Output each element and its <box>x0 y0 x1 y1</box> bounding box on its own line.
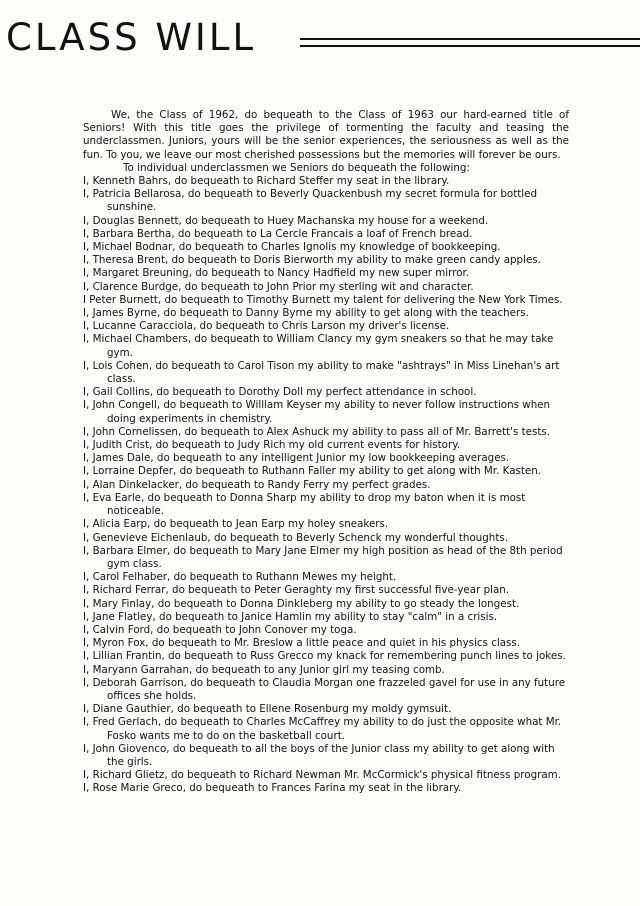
intro-section <box>83 109 569 175</box>
title-rule-top <box>300 38 640 40</box>
bequest-entry: I, Rose Marie Greco, do bequeath to Frances Farina my seat in the library. <box>83 782 462 795</box>
class-will-body <box>83 109 569 796</box>
bequest-entry: I, Richard Ferrar, do bequeath to Peter Geraghty my first successful five-year plan. <box>83 584 510 597</box>
title-rule-bottom <box>300 45 640 47</box>
bequest-entry: I, John Giovenco, do bequeath to all the boys of the Junior class my ability to get along with the girls. <box>83 742 555 768</box>
bequest-entry: I, Barbara Bertha, do bequeath to La Cercle Francais a loaf of French bread. <box>83 227 473 240</box>
bequest-entry: I, Lucanne Caracciola, do bequeath to Chris Larson my driver's license. <box>83 320 450 333</box>
bequest-entry: I, John Cornelissen, do bequeath to Alex Ashuck my ability to pass all of Mr. Barrett's tests. <box>83 425 551 438</box>
bequest-entry: I, Alicia Earp, do bequeath to Jean Earp my holey sneakers. <box>83 518 389 531</box>
bequest-entry: I, Clarence Burdge, do bequeath to John Prior my sterling wit and character. <box>83 280 474 293</box>
bequest-entry: I, Theresa Brent, do bequeath to Doris Bierworth my ability to make green candy apples. <box>83 254 541 267</box>
bequest-entry: I, Alan Dinkelacker, do bequeath to Randy Ferry my perfect grades. <box>83 478 431 491</box>
bequest-entry: I, Genevieve Eichenlaub, do bequeath to Beverly Schenck my wonderful thoughts. <box>83 531 509 544</box>
bequest-entry: I, Eva Earle, do bequeath to Donna Sharp my ability to drop my baton when it is most noticeable. <box>83 491 526 518</box>
bequest-entry: I, Michael Chambers, do bequeath to William Clancy my gym sneakers so that he may take gym. <box>83 333 554 359</box>
bequest-entry: I, Judith Crist, do bequeath to Judy Rich my old current events for history. <box>83 439 461 452</box>
bequest-entry: I, Michael Bodnar, do bequeath to Charles Ignolis my knowledge of bookkeeping. <box>83 241 501 254</box>
intro-paragraph: We, the Class of 1962, do bequeath to the Class of 1963 our hard-earned title of Seniors! With this title goes the privilege of tormenting the faculty and teasing the underclassmen. Juniors, yours will be the senior experiences, the seriousness as well as the fun. To you, we leave our most cherished possessions but the memories will forever be ours. <box>83 109 569 161</box>
bequest-entry: I, Lois Cohen, do bequeath to Carol Tison my ability to make "ashtrays" in Miss Linehan's art class. <box>83 359 560 386</box>
bequest-entry: I Peter Burnett, do bequeath to Timothy Burnett my talent for delivering the New York Times. <box>83 293 563 306</box>
page-title: CLASS WILL <box>6 16 257 59</box>
bequest-list <box>83 175 569 796</box>
bequest-entry: I, Calvin Ford, do bequeath to John Conover my toga. <box>83 623 357 636</box>
bequest-entry: I, Lorraine Depfer, do bequeath to Ruthann Faller my ability to get along with Mr. Kasten. <box>83 465 542 478</box>
bequest-entry: I, James Byrne, do bequeath to Danny Byrne my ability to get along with the teachers. <box>83 307 529 320</box>
bequest-entry: I, Patricia Bellarosa, do bequeath to Beverly Quackenbush my secret formula for bottled sunshine. <box>83 188 538 214</box>
bequest-entry: I, James Dale, do bequeath to any intelligent Junior my low bookkeeping averages. <box>83 452 510 465</box>
bequest-entry: I, Barbara Elmer, do bequeath to Mary Jane Elmer my high position as head of the 8th period gym class. <box>83 544 563 570</box>
bequest-entry: I, Kenneth Bahrs, do bequeath to Richard Steffer my seat in the library. <box>83 175 450 188</box>
bequest-entry: I, Lillian Frantin, do bequeath to Russ Grecco my knack for remembering punch lines to jokes. <box>83 650 566 663</box>
bequest-entry: I, Myron Fox, do bequeath to Mr. Breslow a little peace and quiet in his physics class. <box>83 637 521 650</box>
bequest-entry: I, Deborah Garrison, do bequeath to Claudia Morgan one frazzeled gavel for use in any future offices she holds. <box>83 676 566 702</box>
bequest-entry: I, Maryann Garrahan, do bequeath to any Junior girl my teasing comb. <box>83 663 445 676</box>
intro-lead: To individual underclassmen we Seniors do bequeath the following: <box>123 161 470 174</box>
bequest-entry: I, John Congell, do bequeath to William Keyser my ability to never follow instructions when doing experiments in chemistry. <box>83 399 551 425</box>
bequest-entry: I, Gail Collins, do bequeath to Dorothy Doll my perfect attendance in school. <box>83 386 477 399</box>
bequest-entry: I, Jane Flatley, do bequeath to Janice Hamlin my ability to stay "calm" in a crisis. <box>83 610 498 623</box>
page-header <box>0 18 640 62</box>
bequest-entry: I, Mary Finlay, do bequeath to Donna Dinkleberg my ability to go steady the longest. <box>83 597 520 610</box>
bequest-entry: I, Carol Felhaber, do bequeath to Ruthann Mewes my height. <box>83 571 397 584</box>
bequest-entry: I, Richard Glietz, do bequeath to Richard Newman Mr. McCormick's physical fitness program. <box>83 769 561 782</box>
bequest-entry: I, Margaret Breuning, do bequeath to Nancy Hadfield my new super mirror. <box>83 267 470 280</box>
bequest-entry: I, Fred Gerlach, do bequeath to Charles McCaffrey my ability to do just the opposite what Mr. Fosko wants me to do on the basketball court. <box>83 716 562 742</box>
bequest-entry: I, Diane Gauthier, do bequeath to Ellene Rosenburg my moldy gymsuit. <box>83 703 452 716</box>
bequest-entry: I, Douglas Bennett, do bequeath to Huey Machanska my house for a weekend. <box>83 214 489 227</box>
